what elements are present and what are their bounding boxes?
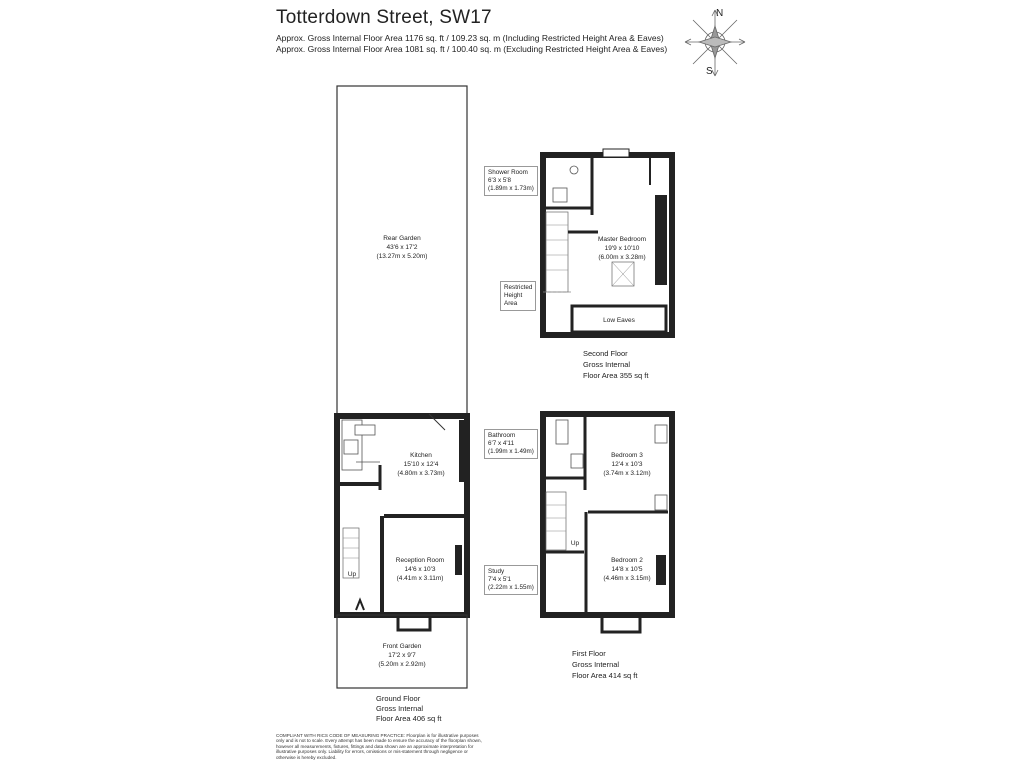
bedroom3-dims: 12'4 x 10'3: [611, 461, 643, 468]
second-caption-1: Second Floor: [583, 349, 628, 358]
front-garden-dims: 17'2 x 9'7: [388, 652, 416, 659]
bathroom-callout: [484, 429, 538, 459]
rear-garden-name: Rear Garden: [383, 235, 421, 242]
shower-name: Shower Room: [488, 169, 528, 176]
page-title: Totterdown Street, SW17: [276, 7, 492, 28]
area-excluding-text: Approx. Gross Internal Floor Area 1081 sq. ft / 100.40 sq. m (Excluding Restricted Height Area & Eaves): [276, 44, 668, 54]
restricted-line-2: Height: [504, 292, 523, 299]
rear-garden-metric: (13.27m x 5.20m): [376, 253, 428, 260]
bathroom-metric: (1.99m x 1.49m): [488, 448, 534, 455]
master-dims: 19'9 x 10'10: [604, 245, 640, 252]
study-callout: [484, 565, 538, 595]
first-caption-3: Floor Area 414 sq ft: [572, 671, 638, 680]
restricted-line-3: Area: [504, 300, 518, 307]
reception-metric: (4.41m x 3.11m): [396, 575, 444, 582]
first-caption-2: Gross Internal: [572, 660, 620, 669]
bedroom3-name: Bedroom 3: [611, 452, 643, 459]
shower-metric: (1.89m x 1.73m): [488, 185, 534, 192]
low-eaves: Low Eaves: [603, 317, 635, 324]
bathroom-dims: 6'7 x 4'11: [488, 440, 515, 447]
ground-stair-up: Up: [347, 571, 357, 578]
bedroom2-name: Bedroom 2: [611, 557, 643, 564]
area-including-text: Approx. Gross Internal Floor Area 1176 sq. ft / 109.23 sq. m (Including Restricted Height Area & Eaves): [276, 33, 664, 43]
bedroom2-dims: 14'8 x 10'5: [611, 566, 643, 573]
front-garden-name: Front Garden: [382, 643, 422, 650]
master-name: Master Bedroom: [597, 236, 647, 243]
kitchen-metric: (4.80m x 3.73m): [397, 470, 445, 477]
disclaimer-text: COMPLIANT WITH RICS CODE OF MEASURING PRACTICE: Floorplan is for illustrative purposes only and is not to scale. Every attempt has been made to ensure the accuracy of the floorplan shown, however all measurements, fixtures, fittings and data shown are an approximate interpretation for illustrative purposes only. Liability for errors, omissions or mis-statement through negligence or otherwise is hereby excluded.: [276, 733, 482, 760]
first-stair-up: Up: [570, 540, 580, 547]
restricted-line-1: Restricted: [504, 284, 533, 291]
second-caption-2: Gross Internal: [583, 360, 631, 369]
study-dims: 7'4 x 5'1: [488, 576, 512, 583]
master-metric: (6.00m x 3.28m): [598, 254, 646, 261]
compass-north: N: [716, 8, 724, 19]
front-garden-metric: (5.20m x 2.92m): [378, 661, 426, 668]
study-name: Study: [488, 568, 505, 575]
kitchen-dims: 15'10 x 12'4: [403, 461, 439, 468]
ground-caption-3: Floor Area 406 sq ft: [376, 714, 442, 723]
bedroom3-metric: (3.74m x 3.12m): [603, 470, 651, 477]
kitchen-name: Kitchen: [410, 452, 432, 459]
first-caption-1: First Floor: [572, 649, 606, 658]
study-metric: (2.22m x 1.55m): [488, 584, 534, 591]
bathroom-name: Bathroom: [488, 432, 516, 439]
ground-caption-1: Ground Floor: [376, 694, 421, 703]
reception-name: Reception Room: [395, 557, 445, 564]
bedroom2-metric: (4.46m x 3.15m): [603, 575, 651, 582]
restricted-area-callout: [500, 281, 536, 311]
shower-room-callout: [484, 166, 538, 196]
shower-dims: 6'3 x 5'8: [488, 177, 512, 184]
ground-caption-2: Gross Internal: [376, 704, 424, 713]
compass-south: S: [706, 66, 713, 77]
second-caption-3: Floor Area 355 sq ft: [583, 371, 649, 380]
reception-dims: 14'6 x 10'3: [404, 566, 436, 573]
rear-garden-dims: 43'6 x 17'2: [386, 244, 418, 251]
